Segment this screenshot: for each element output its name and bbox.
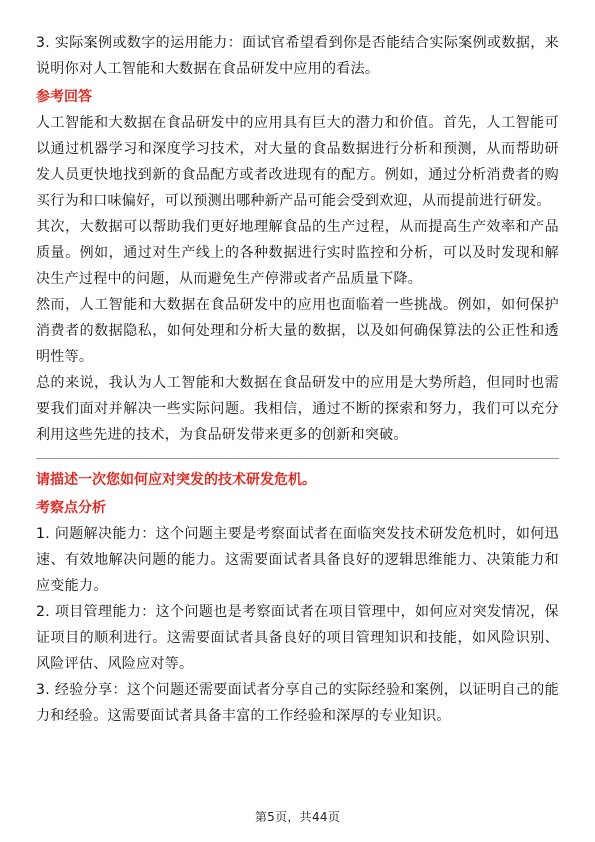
- answer-paragraph-2: 其次，大数据可以帮助我们更好地理解食品的生产过程，从而提高生产效率和产品质量。例如，通过对生产线上的各种数据进行实时监控和分析，可以及时发现和解决生产过程中的问题，从而避免生产停滞或者产品质量下降。: [36, 219, 559, 287]
- document-page: [36, 30, 559, 729]
- page-number: 第5页，共44页: [254, 810, 341, 824]
- analysis-heading: 考察点分析: [36, 500, 106, 516]
- answer-paragraph-3: 然而，人工智能和大数据在食品研发中的应用也面临着一些挑战。例如，如何保护消费者的数据隐私，如何处理和分析大量的数据，以及如何确保算法的公正性和透明性等。: [36, 297, 559, 365]
- analysis-item-3: 3. 实际案例或数字的运用能力：面试官希望看到你是否能结合实际案例或数据，来说明你对人工智能和大数据在食品研发中应用的看法。: [36, 35, 559, 77]
- section-divider: [36, 458, 559, 459]
- reference-answer-heading: 参考回答: [36, 89, 92, 105]
- interview-question: 请描述一次您如何应对突发的技术研发危机。: [36, 472, 316, 488]
- answer-paragraph-4: 总的来说，我认为人工智能和大数据在食品研发中的应用是大势所趋，但同时也需要我们面对并解决一些实际问题。我相信，通过不断的探索和努力，我们可以充分利用这些先进的技术，为食品研发带来更多的创新和突破。: [36, 375, 559, 443]
- analysis-item-3b: 3. 经验分享：这个问题还需要面试者分享自己的实际经验和案例，以证明自己的能力和经验。这需要面试者具备丰富的工作经验和深厚的专业知识。: [36, 682, 559, 724]
- answer-paragraph-1: 人工智能和大数据在食品研发中的应用具有巨大的潜力和价值。首先，人工智能可以通过机器学习和深度学习技术，对大量的食品数据进行分析和预测，从而帮助研发人员更快地找到新的食品配方或者改进现有的配方。例如，通过分析消费者的购买行为和口味偏好，可以预测出哪种新产品可能会受到欢迎，从而提前进行研发。: [36, 115, 559, 209]
- analysis-item-2: 2. 项目管理能力：这个问题也是考察面试者在项目管理中，如何应对突发情况，保证项目的顺利进行。这需要面试者具备良好的项目管理知识和技能，如风险识别、风险评估、风险应对等。: [36, 604, 559, 672]
- analysis-item-1: 1. 问题解决能力：这个问题主要是考察面试者在面临突发技术研发危机时，如何迅速、有效地解决问题的能力。这需要面试者具备良好的逻辑思维能力、决策能力和应变能力。: [36, 526, 559, 594]
